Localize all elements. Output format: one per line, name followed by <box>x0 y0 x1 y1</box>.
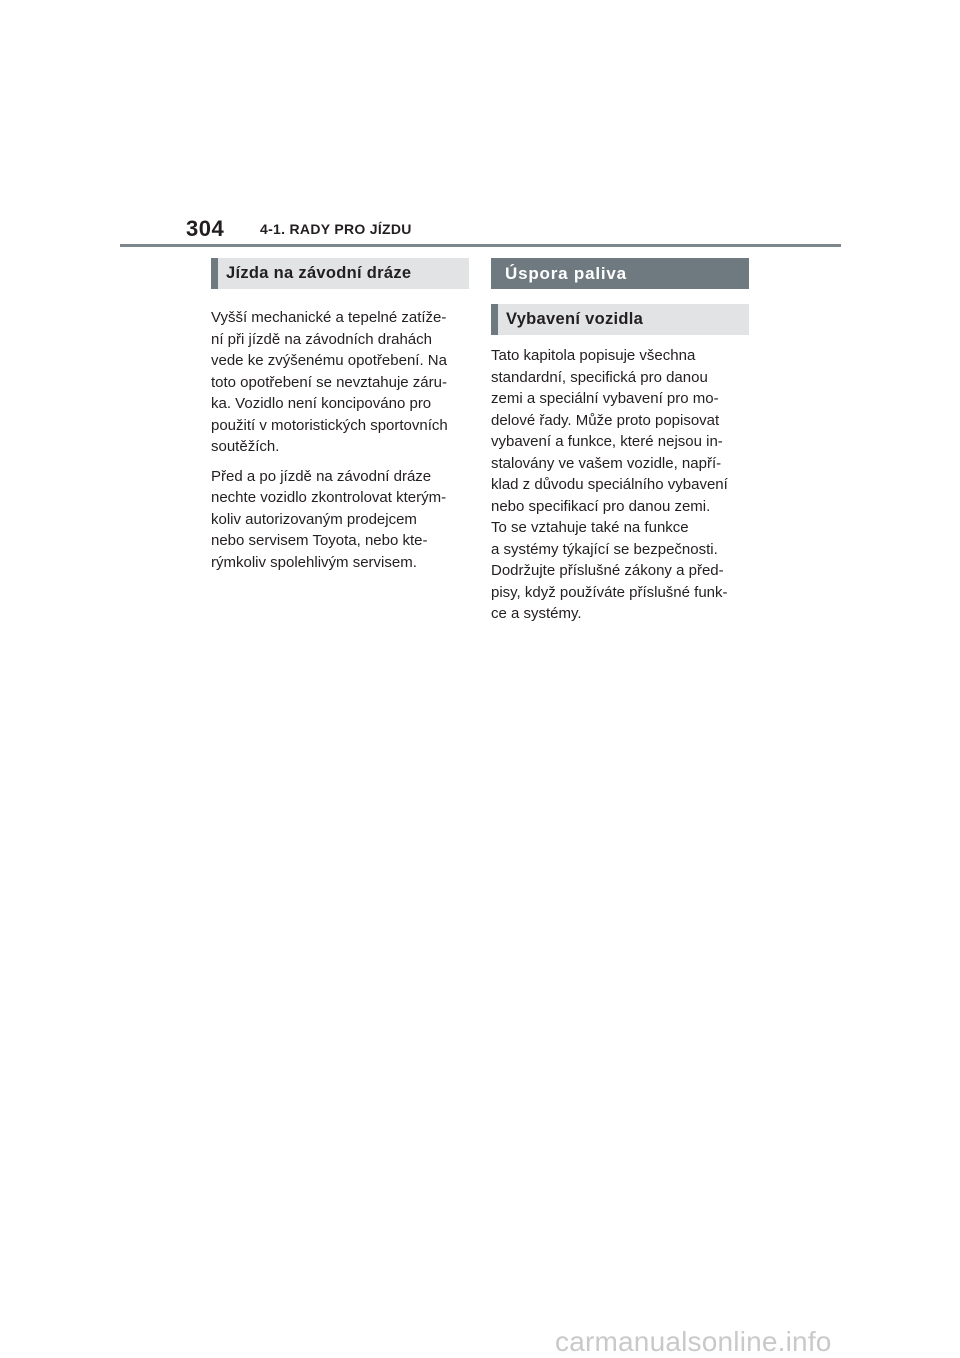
right-column <box>491 258 749 625</box>
text-line: ce a systémy. <box>491 605 582 622</box>
racetrack-paragraph-1 <box>211 307 469 458</box>
text-line: ka. Vozidlo není koncipováno pro <box>211 395 432 412</box>
text-line: toto opotřebení se nevztahuje záru- <box>211 373 447 391</box>
left-column <box>211 258 469 573</box>
text-line: nechte vozidlo zkontrolovat kterým- <box>211 489 447 506</box>
header-rule <box>120 244 841 247</box>
text-line: vede ke zvýšenému opotřebení. Na <box>211 352 447 369</box>
text-line: To se vztahuje také na funkce <box>491 519 689 536</box>
text-line: vybavení a funkce, které nejsou in- <box>491 433 723 450</box>
racetrack-heading: Jízda na závodní dráze <box>211 258 469 289</box>
section-title: 4-1. RADY PRO JÍZDU <box>260 221 412 237</box>
vehicle-equipment-heading: Vybavení vozidla <box>491 304 749 335</box>
text-line: pisy, když používáte příslušné funk- <box>491 583 728 601</box>
text-line: koliv autorizovaným prodejcem <box>211 510 417 528</box>
vehicle-equipment-paragraph <box>491 345 749 625</box>
fuel-economy-heading: Úspora paliva <box>491 258 749 289</box>
text-line: klad z důvodu speciálního vybavení <box>491 476 728 493</box>
text-line: Před a po jízdě na závodní dráze <box>211 467 432 485</box>
text-line: rýmkoliv spolehlivým servisem. <box>211 553 417 571</box>
text-line: nebo specifikací pro danou zemi. <box>491 497 711 515</box>
text-line: ní při jízdě na závodních drahách <box>211 330 432 348</box>
text-line: soutěžích. <box>211 438 280 455</box>
text-line: zemi a speciální vybavení pro mo- <box>491 390 719 407</box>
text-line: použití v motoristických sportovních <box>211 416 448 434</box>
text-line: a systémy týkající se bezpečnosti. <box>491 540 718 558</box>
watermark-link[interactable]: carmanualsonline.info <box>555 1326 832 1357</box>
text-line: Tato kapitola popisuje všechna <box>491 347 696 364</box>
text-line: Dodržujte příslušné zákony a před- <box>491 562 724 579</box>
page-number: 304 <box>186 216 225 241</box>
text-line: standardní, specifická pro danou <box>491 368 708 386</box>
text-line: stalovány ve vašem vozidle, napří- <box>491 454 722 472</box>
text-line: nebo servisem Toyota, nebo kte- <box>211 532 428 549</box>
text-line: delové řady. Může proto popisovat <box>491 411 720 429</box>
racetrack-paragraph-2 <box>211 466 469 574</box>
text-line: Vyšší mechanické a tepelné zatíže- <box>211 309 447 326</box>
